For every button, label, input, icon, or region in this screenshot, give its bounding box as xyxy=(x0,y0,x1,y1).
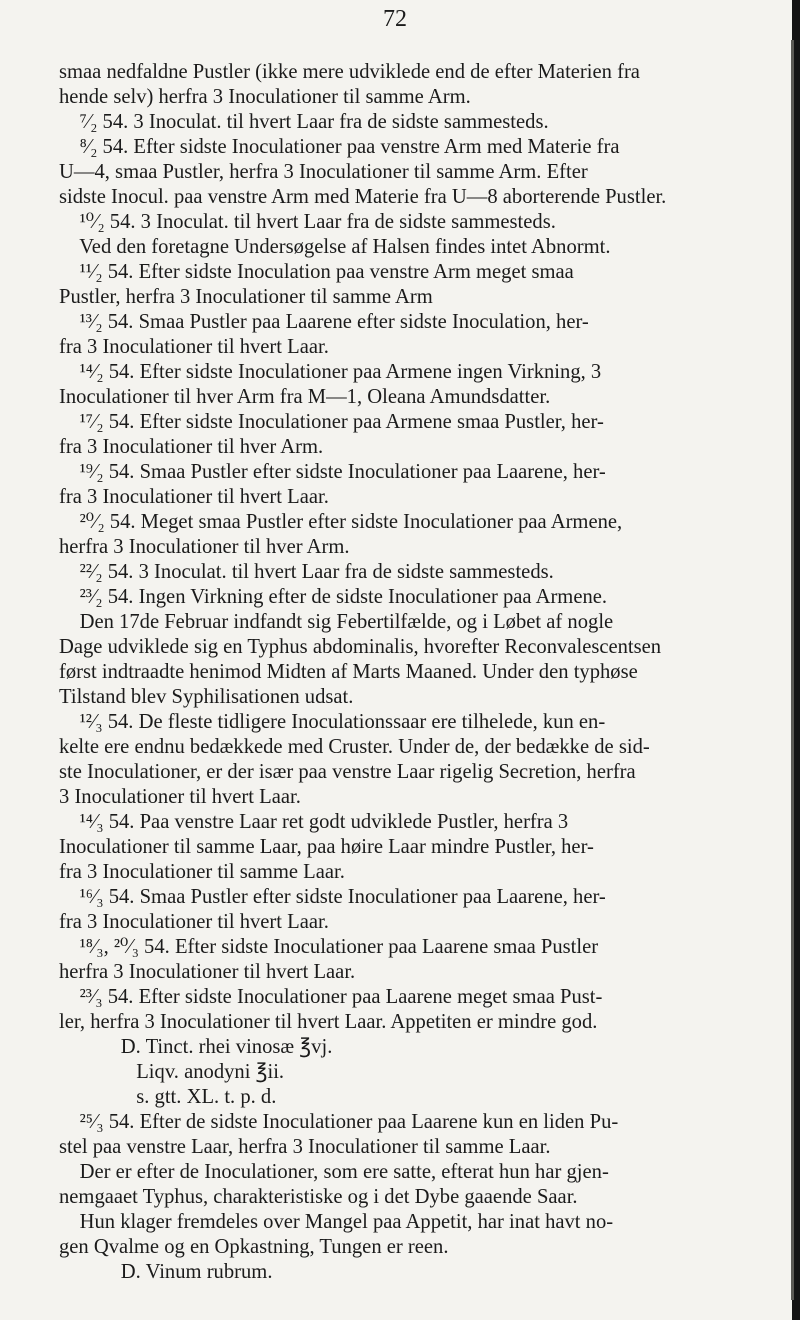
text-line: ²²⁄₂ 54. 3 Inoculat. til hvert Laar fra de sidste sammesteds. xyxy=(59,561,554,583)
text-line: ⁷⁄₂ 54. 3 Inoculat. til hvert Laar fra de sidste sammesteds. xyxy=(59,111,549,133)
text-line: Pustler, herfra 3 Inoculationer til samme Arm xyxy=(59,286,433,308)
text-line: nemgaaet Typhus, charakteristiske og i det Dybe gaaende Saar. xyxy=(59,1186,578,1208)
text-line: ¹⁷⁄₂ 54. Efter sidste Inoculationer paa Armene smaa Pustler, her- xyxy=(59,411,604,433)
page-number: 72 xyxy=(383,6,407,32)
body-text xyxy=(59,60,799,1285)
text-line: først indtraadte henimod Midten af Marts Maaned. Under den typhøse xyxy=(59,661,638,683)
text-line: U—4, smaa Pustler, herfra 3 Inoculationer til samme Arm. Efter xyxy=(59,161,588,183)
binding-shadow xyxy=(791,40,794,1300)
text-line: ste Inoculationer, er der især paa venstre Laar rigelig Secretion, herfra xyxy=(59,761,636,783)
text-line: fra 3 Inoculationer til hvert Laar. xyxy=(59,911,329,933)
text-line: ²⁵⁄₃ 54. Efter de sidste Inoculationer paa Laarene kun en liden Pu- xyxy=(59,1111,619,1133)
text-line: stel paa venstre Laar, herfra 3 Inoculationer til samme Laar. xyxy=(59,1136,551,1158)
text-line: hende selv) herfra 3 Inoculationer til samme Arm. xyxy=(59,86,471,108)
text-line: kelte ere endnu bedækkede med Cruster. Under de, der bedække de sid- xyxy=(59,736,650,758)
text-line: fra 3 Inoculationer til hvert Laar. xyxy=(59,486,329,508)
text-line: ²³⁄₃ 54. Efter sidste Inoculationer paa Laarene meget smaa Pust- xyxy=(59,986,603,1008)
text-line: fra 3 Inoculationer til samme Laar. xyxy=(59,861,345,883)
text-line: ¹⁹⁄₂ 54. Smaa Pustler efter sidste Inoculationer paa Laarene, her- xyxy=(59,461,606,483)
text-line: gen Qvalme og en Opkastning, Tungen er reen. xyxy=(59,1236,449,1258)
text-line: Tilstand blev Syphilisationen udsat. xyxy=(59,686,354,708)
text-line: D. Vinum rubrum. xyxy=(59,1261,273,1283)
text-line: ¹⁶⁄₃ 54. Smaa Pustler efter sidste Inoculationer paa Laarene, her- xyxy=(59,886,606,908)
text-line: fra 3 Inoculationer til hver Arm. xyxy=(59,436,324,458)
text-line: ²⁰⁄₂ 54. Meget smaa Pustler efter sidste Inoculationer paa Armene, xyxy=(59,511,623,533)
text-line: 3 Inoculationer til hvert Laar. xyxy=(59,786,301,808)
text-line: ¹²⁄₃ 54. De fleste tidligere Inoculationssaar ere tilhelede, kun en- xyxy=(59,711,606,733)
page-edge xyxy=(792,0,800,1320)
text-line: fra 3 Inoculationer til hvert Laar. xyxy=(59,336,329,358)
text-line: ¹¹⁄₂ 54. Efter sidste Inoculation paa venstre Arm meget smaa xyxy=(59,261,574,283)
text-line: Der er efter de Inoculationer, som ere satte, efterat hun har gjen- xyxy=(59,1161,609,1183)
text-line: ¹⁴⁄₃ 54. Paa venstre Laar ret godt udviklede Pustler, herfra 3 xyxy=(59,811,569,833)
text-line: Inoculationer til samme Laar, paa høire Laar mindre Pustler, her- xyxy=(59,836,594,858)
text-line: sidste Inocul. paa venstre Arm med Materie fra U—8 aborterende Pustler. xyxy=(59,186,667,208)
text-line: Ved den foretagne Undersøgelse af Halsen findes intet Abnormt. xyxy=(59,236,611,258)
text-line: Hun klager fremdeles over Mangel paa Appetit, har inat havt no- xyxy=(59,1211,614,1233)
text-line: ²³⁄₂ 54. Ingen Virkning efter de sidste Inoculationer paa Armene. xyxy=(59,586,608,608)
text-line: ¹⁰⁄₂ 54. 3 Inoculat. til hvert Laar fra de sidste sammesteds. xyxy=(59,211,556,233)
text-line: ¹⁸⁄₃, ²⁰⁄₃ 54. Efter sidste Inoculationer paa Laarene smaa Pustler xyxy=(59,936,599,958)
text-line: ⁸⁄₂ 54. Efter sidste Inoculationer paa venstre Arm med Materie fra xyxy=(59,136,620,158)
text-line: Den 17de Februar indfandt sig Febertilfælde, og i Løbet af nogle xyxy=(59,611,614,633)
text-line: smaa nedfaldne Pustler (ikke mere udviklede end de efter Materien fra xyxy=(59,61,640,83)
text-line: Dage udviklede sig en Typhus abdominalis, hvorefter Reconvalescentsen xyxy=(59,636,662,658)
text-line: s. gtt. XL. t. p. d. xyxy=(59,1086,277,1108)
text-line: Inoculationer til hver Arm fra M—1, Oleana Amundsdatter. xyxy=(59,386,551,408)
text-line: Liqv. anodyni ℥ii. xyxy=(59,1061,285,1083)
text-line: ¹³⁄₂ 54. Smaa Pustler paa Laarene efter sidste Inoculation, her- xyxy=(59,311,589,333)
text-line: ler, herfra 3 Inoculationer til hvert Laar. Appetiten er mindre god. xyxy=(59,1011,598,1033)
text-line: D. Tinct. rhei vinosæ ℥vj. xyxy=(59,1036,333,1058)
text-line: herfra 3 Inoculationer til hver Arm. xyxy=(59,536,350,558)
text-line: herfra 3 Inoculationer til hvert Laar. xyxy=(59,961,356,983)
text-line: ¹⁴⁄₂ 54. Efter sidste Inoculationer paa Armene ingen Virkning, 3 xyxy=(59,361,602,383)
